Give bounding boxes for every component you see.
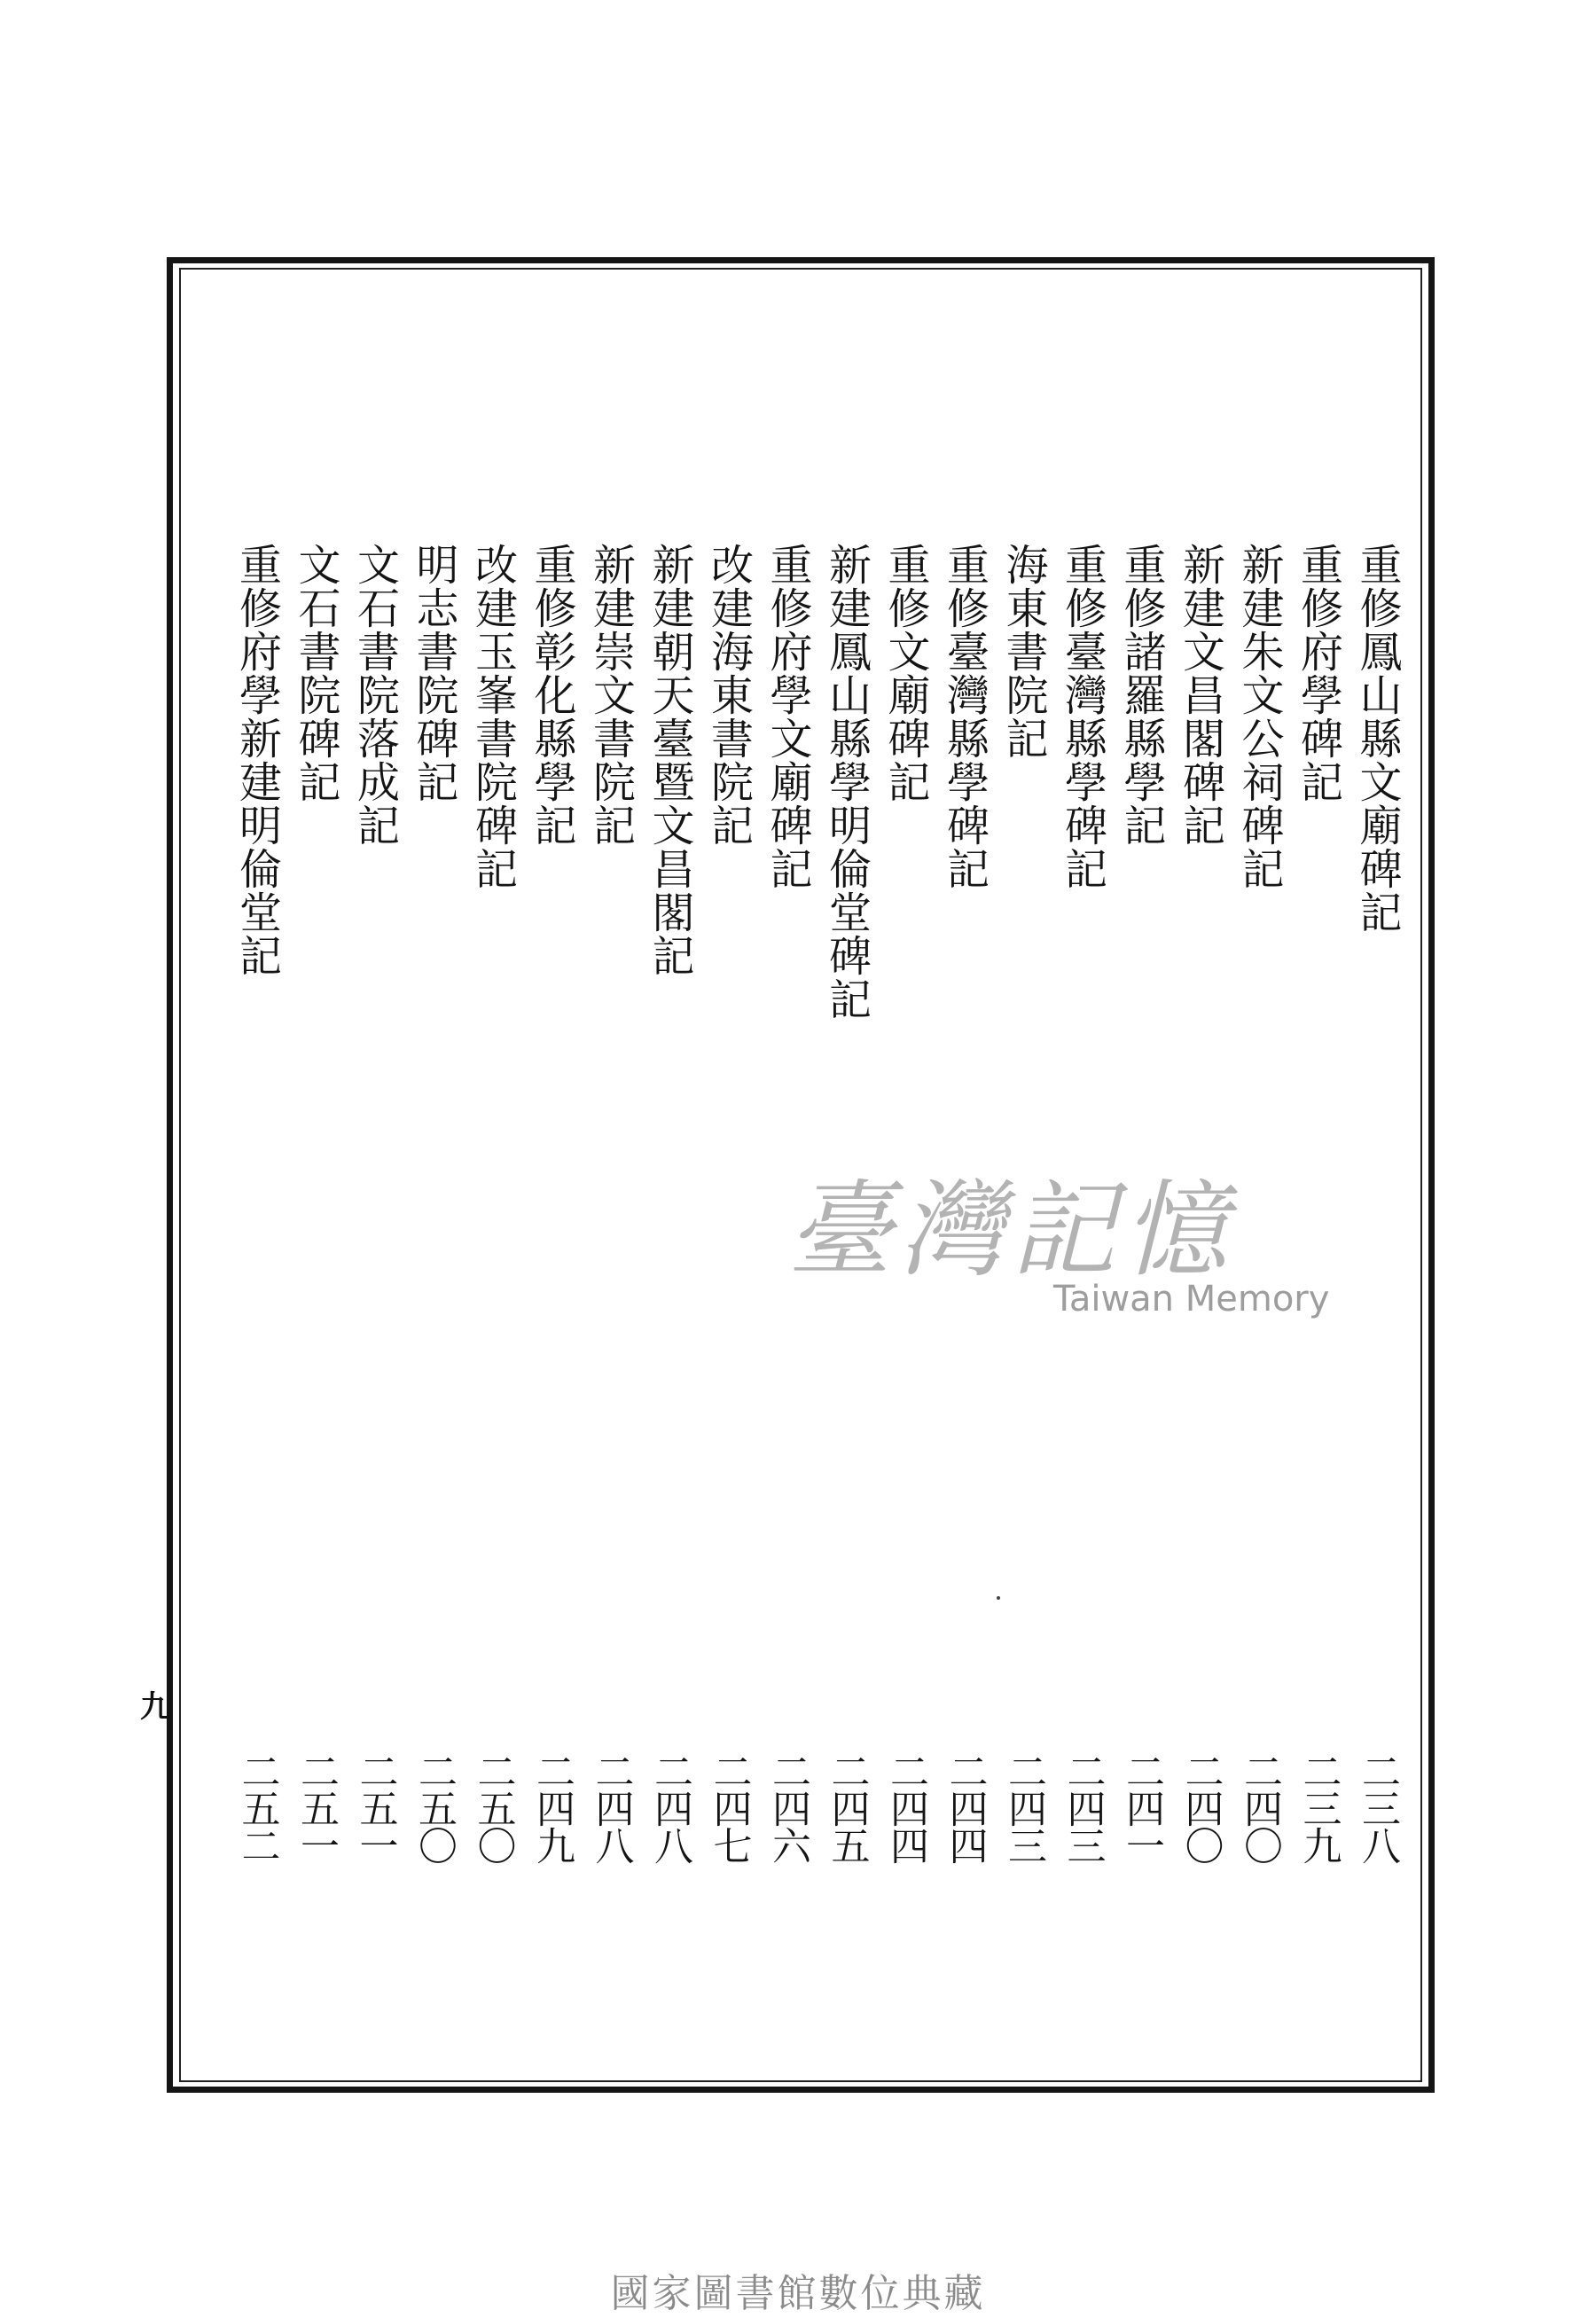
toc-entry-title: 重修府學新建明倫堂記	[231, 543, 282, 977]
toc-entry-title: 重修臺灣縣學碑記	[939, 543, 990, 890]
watermark-cjk: 臺灣記憶	[787, 1169, 1235, 1291]
toc-entry	[640, 0, 699, 2306]
toc-entry-page: 二四三	[1060, 1751, 1106, 1863]
toc-entry	[464, 0, 522, 2306]
page-number: 九	[140, 1689, 170, 1725]
toc-entry-title: 重修鳳山縣文廟碑記	[1352, 543, 1402, 934]
toc-entry-page: 二四九	[529, 1751, 575, 1863]
toc-entry-page: 二四〇	[1237, 1751, 1282, 1863]
toc-entry-title: 重修諸羅縣學記	[1116, 543, 1166, 847]
watermark-en: Taiwan Memory	[1053, 1279, 1330, 1320]
toc-entry-page: 二四三	[1001, 1751, 1046, 1863]
toc-entry-page: 二五一	[293, 1751, 339, 1863]
toc-entry-page: 二四四	[942, 1751, 988, 1863]
toc-entry-title: 重修文廟碑記	[880, 543, 930, 803]
toc-entry-page: 二五一	[352, 1751, 398, 1863]
toc-entry-page: 二四一	[1119, 1751, 1164, 1863]
toc-entry-title: 新建崇文書院記	[585, 543, 636, 847]
scan-speck	[997, 1596, 1000, 1600]
toc-entry-page: 二五二	[234, 1751, 280, 1863]
toc-entry-page: 二五〇	[470, 1751, 516, 1863]
toc-entry-title: 改建海東書院記	[703, 543, 754, 847]
toc-entry-title: 重修府學文廟碑記	[763, 543, 812, 890]
toc-entry	[582, 0, 640, 2306]
toc-entry-page: 二五〇	[411, 1751, 457, 1863]
toc-entry-page: 二四八	[647, 1751, 692, 1863]
toc-entry	[346, 0, 404, 2306]
toc-entry-title: 重修臺灣縣學碑記	[1057, 543, 1107, 890]
toc-entry	[1289, 0, 1348, 2306]
toc-entry	[1348, 0, 1406, 2306]
footer-credit: 國家圖書館數位典藏	[610, 2271, 986, 2316]
toc-entry-title: 新建朱文公祠碑記	[1234, 543, 1284, 890]
toc-entry-title: 新建朝天臺暨文昌閣記	[645, 543, 694, 977]
toc-entry	[522, 0, 581, 2306]
toc-entry-page: 二四七	[706, 1751, 752, 1863]
toc-entry	[404, 0, 463, 2306]
toc-entry	[228, 0, 286, 2306]
toc-entry-title: 重修府學碑記	[1293, 543, 1343, 803]
toc-entry-page: 二三八	[1355, 1751, 1400, 1863]
toc-entry	[700, 0, 758, 2306]
toc-entry-title: 文石書院碑記	[291, 543, 340, 803]
toc-entry-title: 新建文昌閣碑記	[1175, 543, 1225, 847]
toc-entry	[286, 0, 345, 2306]
toc-entry-title: 新建鳳山縣學明倫堂碑記	[821, 543, 872, 1021]
toc-entry-title: 改建玉峯書院碑記	[467, 543, 518, 890]
taiwan-memory-watermark	[787, 1146, 1330, 1341]
toc-entry-title: 明志書院碑記	[409, 543, 458, 803]
toc-entry-page: 二四六	[765, 1751, 810, 1863]
toc-entry-page: 二四八	[588, 1751, 634, 1863]
toc-entry-page: 二三九	[1295, 1751, 1342, 1863]
toc-entry-page: 二四五	[824, 1751, 870, 1863]
toc-entry-title: 海東書院記	[998, 543, 1048, 760]
toc-entry-page: 二四四	[883, 1751, 928, 1863]
toc-entry-title: 重修彰化縣學記	[527, 543, 576, 847]
toc-entry-page: 二四〇	[1177, 1751, 1224, 1863]
toc-entry-title: 文石書院落成記	[349, 543, 400, 847]
